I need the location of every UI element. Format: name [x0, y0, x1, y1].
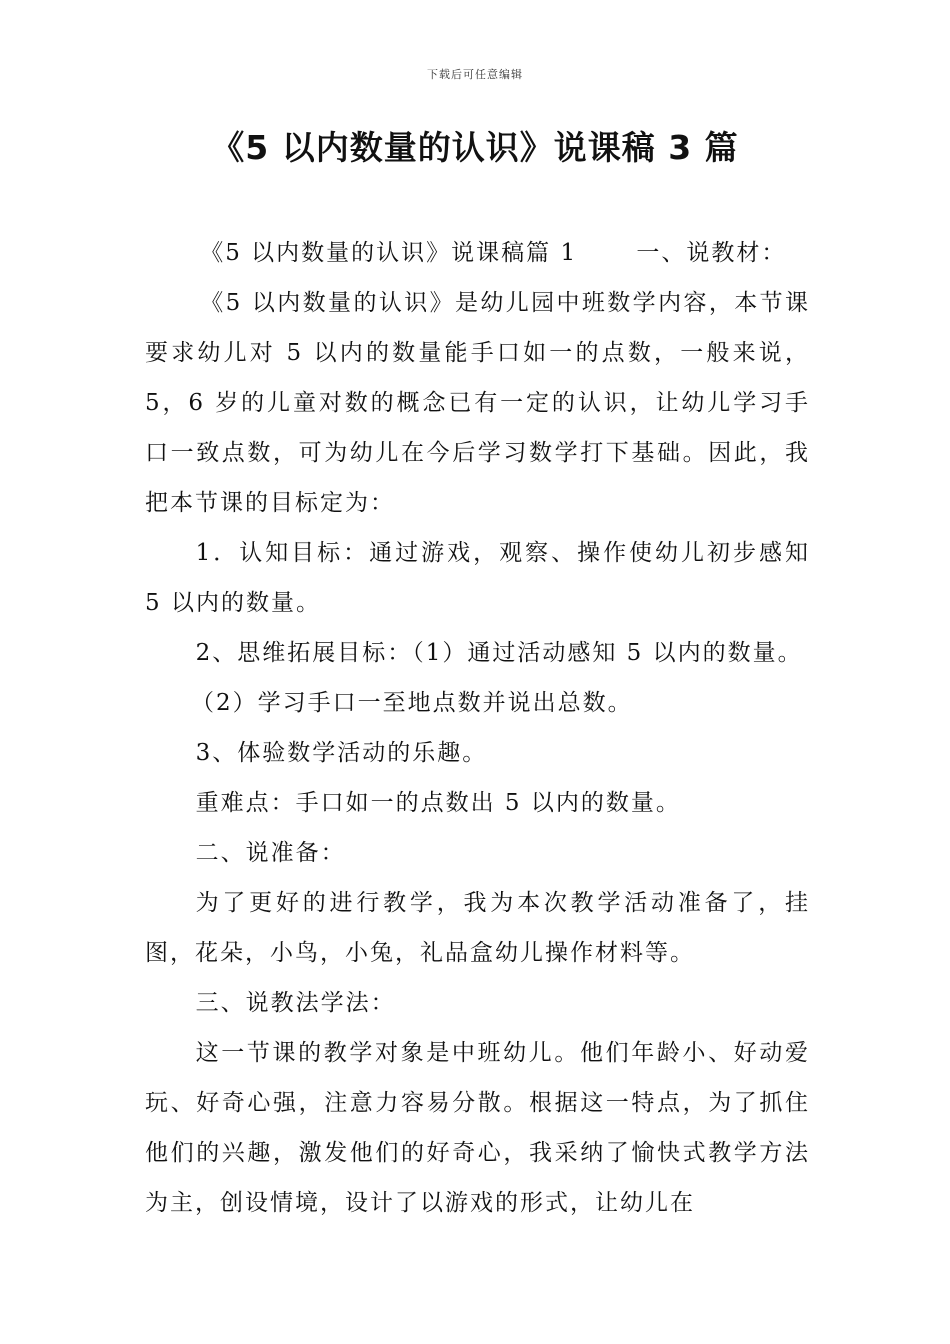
document-body: [145, 228, 810, 1228]
paragraph-goal-2b: （2）学习手口一至地点数并说出总数。: [191, 690, 633, 716]
section-heading-methods: 三、说教法学法：: [195, 990, 396, 1016]
paragraph-key-points: 重难点：手口如一的点数出 5 以内的数量。: [195, 790, 681, 816]
header-note: 下载后可任意编辑: [427, 68, 523, 81]
section-heading-preparation: 二、说准备：: [195, 840, 346, 866]
paragraph-preparation: 为了更好的进行教学，我为本次教学活动准备了，挂图，花朵，小鸟，小兔，礼品盒幼儿操作材料等。: [145, 890, 810, 966]
paragraph-intro-heading: 《5 以内数量的认识》说课稿篇 1 一、说教材：: [200, 240, 787, 266]
paragraph-goal-2: 2、思维拓展目标：（1）通过活动感知 5 以内的数量。: [195, 640, 803, 666]
paragraph-methods: 这一节课的教学对象是中班幼儿。他们年龄小、好动爱玩、好奇心强，注意力容易分散。根据这一特点，为了抓住他们的兴趣，激发他们的好奇心，我采纳了愉快式教学方法为主，创设情境，设计了以游戏的形式，让幼儿在: [145, 1040, 810, 1216]
paragraph-goal-3: 3、体验数学活动的乐趣。: [195, 740, 488, 766]
document-title: 《5 以内数量的认识》说课稿 3 篇: [211, 128, 739, 167]
paragraph-goal-1: 1．认知目标：通过游戏，观察、操作使幼儿初步感知 5 以内的数量。: [145, 540, 810, 616]
paragraph-material: 《5 以内数量的认识》是幼儿园中班数学内容，本节课要求幼儿对 5 以内的数量能手口如一的点数，一般来说，5，6 岁的儿童对数的概念已有一定的认识，让幼儿学习手口一致点数，可为幼儿在今后学习数学打下基础。因此，我把本节课的目标定为：: [145, 290, 810, 516]
